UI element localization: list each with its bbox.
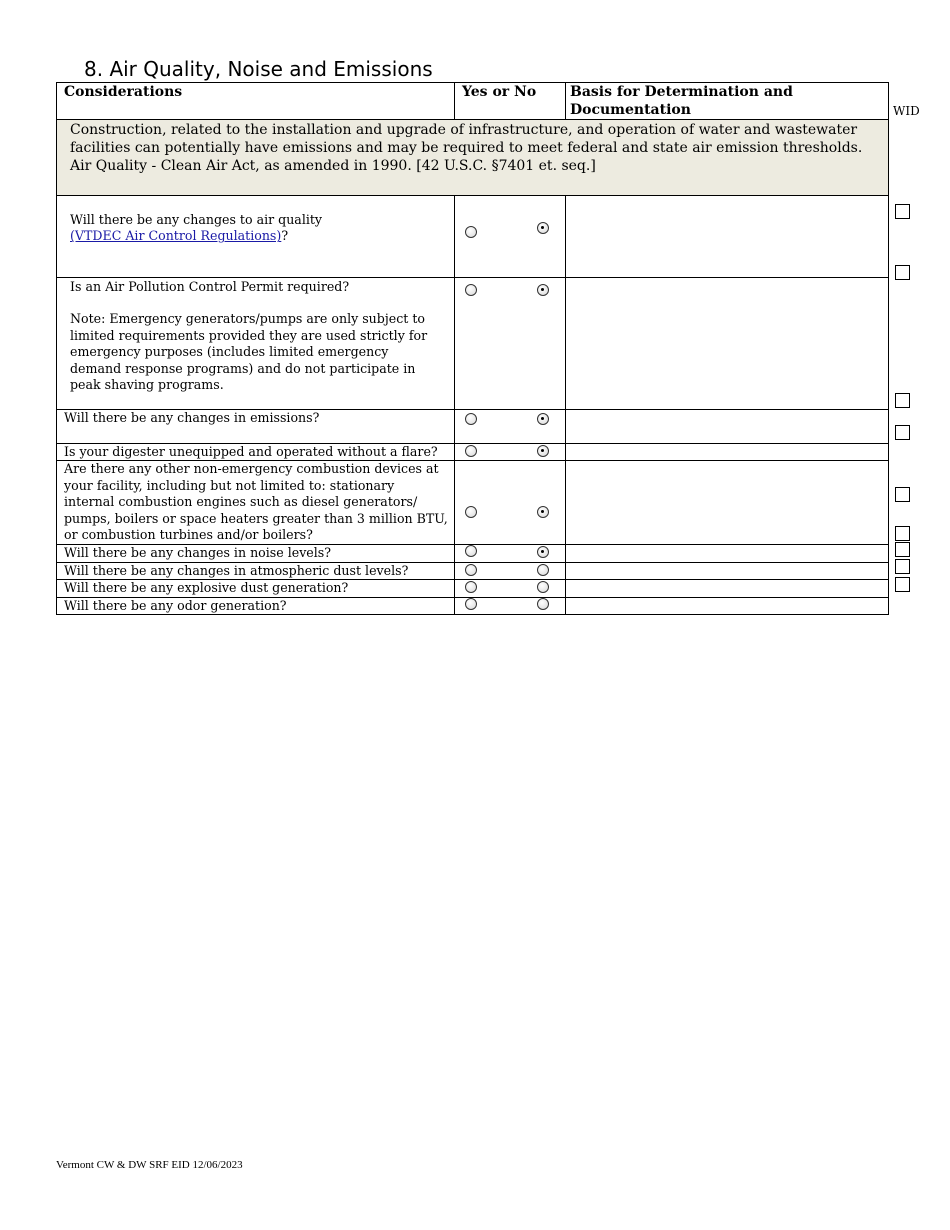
no-radio[interactable] — [537, 598, 549, 610]
question-text: Is an Air Pollution Control Permit required? — [70, 279, 350, 294]
question-cell: Will there be any changes in atmospheric dust levels? — [57, 562, 455, 579]
basis-cell[interactable] — [566, 545, 889, 562]
question-note: Note: Emergency generators/pumps are only subject to limited requirements provided they are used strictly for emergency purposes (includes limited emergency demand response programs) and do not participate in peak shaving programs. — [70, 311, 428, 393]
no-radio[interactable] — [537, 506, 549, 518]
question-cell: Will there be any explosive dust generation? — [57, 580, 455, 597]
question-cell — [57, 278, 455, 410]
header-basis: Basis for Determination and Documentation — [566, 83, 889, 120]
no-radio[interactable] — [537, 581, 549, 593]
question-text: Will there be any changes to air quality — [70, 212, 323, 227]
intro-text: Construction, related to the installation and upgrade of infrastructure, and operation of water and wastewater facilities can potentially have emissions and may be required to meet federal and state air emission thresholds. — [70, 122, 863, 156]
wid-checkbox[interactable] — [895, 542, 910, 557]
basis-cell[interactable] — [566, 580, 889, 597]
wid-checkbox[interactable] — [895, 393, 910, 408]
header-yes-or-no: Yes or No — [455, 83, 566, 120]
yes-radio[interactable] — [465, 545, 477, 557]
yes-no-cell — [455, 196, 566, 278]
header-considerations: Considerations — [57, 83, 455, 120]
yes-radio[interactable] — [465, 598, 477, 610]
table-row — [57, 461, 889, 545]
question-cell: Will there be any changes in emissions? — [57, 410, 455, 444]
question-suffix: ? — [281, 228, 289, 244]
yes-no-cell — [455, 444, 566, 461]
no-radio[interactable] — [537, 222, 549, 234]
section-title: 8. Air Quality, Noise and Emissions — [84, 57, 433, 81]
intro-cell — [57, 120, 889, 196]
table-row — [57, 444, 889, 461]
question-cell: Will there be any changes in noise levels? — [57, 545, 455, 562]
basis-cell[interactable] — [566, 562, 889, 579]
table-row — [57, 597, 889, 614]
intro-clean-air-act: Air Quality - Clean Air Act, as amended in 1990. [42 U.S.C. §7401 et. seq.] — [70, 158, 596, 174]
yes-radio[interactable] — [465, 226, 477, 238]
wid-checkbox[interactable] — [895, 487, 910, 502]
table-row — [57, 562, 889, 579]
wid-checkbox[interactable] — [895, 425, 910, 440]
footer-text: Vermont CW & DW SRF EID 12/06/2023 — [56, 1159, 243, 1171]
table-header-row — [57, 83, 889, 120]
yes-no-cell — [455, 410, 566, 444]
vtdec-regulations-link[interactable]: (VTDEC Air Control Regulations) — [70, 228, 282, 244]
yes-no-cell — [455, 562, 566, 579]
question-cell: Is your digester unequipped and operated without a flare? — [57, 444, 455, 461]
no-radio[interactable] — [537, 284, 549, 296]
yes-radio[interactable] — [465, 564, 477, 576]
basis-cell[interactable] — [566, 444, 889, 461]
wid-checkbox[interactable] — [895, 559, 910, 574]
question-cell: Are there any other non-emergency combustion devices at your facility, including but not limited to: stationary internal combustion engines such as diesel generators/ pumps, boilers or space heaters greater than 3 million BTU, or combustion turbines and/or boilers? — [57, 461, 455, 545]
yes-no-cell — [455, 461, 566, 545]
basis-cell[interactable] — [566, 196, 889, 278]
table-row — [57, 545, 889, 562]
no-radio[interactable] — [537, 445, 549, 457]
intro-row — [57, 120, 889, 196]
yes-no-cell — [455, 545, 566, 562]
wid-checkbox[interactable] — [895, 265, 910, 280]
table-row — [57, 580, 889, 597]
yes-radio[interactable] — [465, 445, 477, 457]
no-radio[interactable] — [537, 413, 549, 425]
basis-cell[interactable] — [566, 278, 889, 410]
air-quality-table — [56, 82, 889, 615]
no-radio[interactable] — [537, 546, 549, 558]
table-row — [57, 410, 889, 444]
basis-cell[interactable] — [566, 410, 889, 444]
table-row — [57, 278, 889, 410]
wid-checkbox[interactable] — [895, 526, 910, 541]
wid-label: WID — [893, 104, 920, 118]
yes-no-cell — [455, 580, 566, 597]
yes-radio[interactable] — [465, 284, 477, 296]
yes-no-cell — [455, 278, 566, 410]
basis-cell[interactable] — [566, 461, 889, 545]
no-radio[interactable] — [537, 564, 549, 576]
basis-cell[interactable] — [566, 597, 889, 614]
wid-checkbox[interactable] — [895, 204, 910, 219]
table-row — [57, 196, 889, 278]
question-cell: Will there be any odor generation? — [57, 597, 455, 614]
yes-radio[interactable] — [465, 581, 477, 593]
question-cell — [57, 196, 455, 278]
yes-radio[interactable] — [465, 413, 477, 425]
wid-checkbox[interactable] — [895, 577, 910, 592]
yes-radio[interactable] — [465, 506, 477, 518]
yes-no-cell — [455, 597, 566, 614]
